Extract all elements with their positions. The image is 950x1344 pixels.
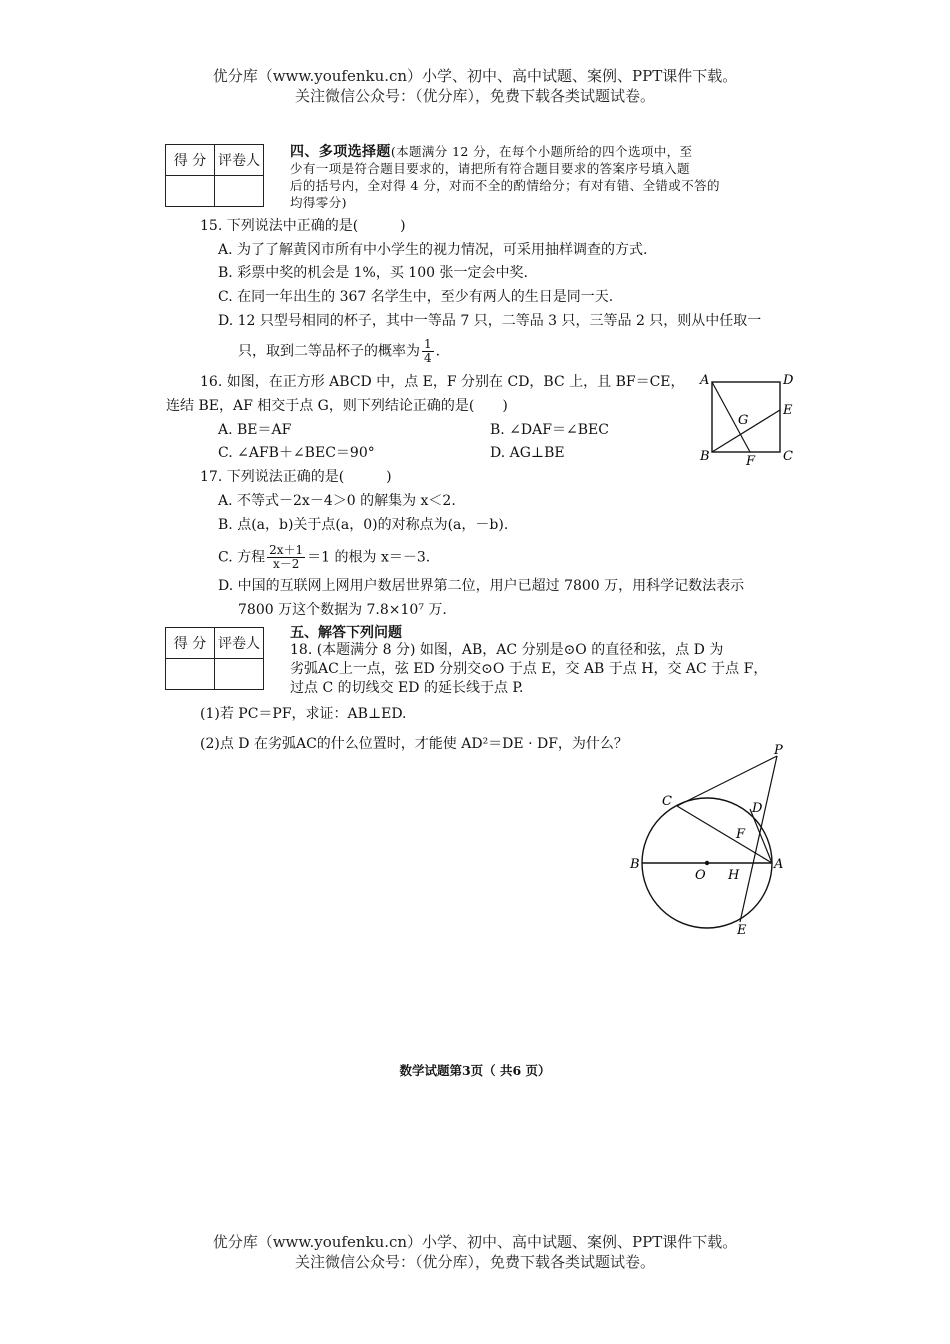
q16-stem-line2: 连结 BE，AF 相交于点 G，则下列结论正确的是( )	[166, 398, 508, 414]
q15-option-c: C. 在同一年出生的 367 名学生中，至少有两人的生日是同一天.	[218, 289, 614, 305]
label-c: C	[662, 794, 672, 809]
label-b: B	[630, 857, 640, 872]
q17-c-post: ＝1 的根为 x＝－3.	[307, 549, 431, 566]
section4-note-1: (本题满分 12 分，在每个小题所给的四个选项中，至	[390, 144, 693, 159]
q16-option-b: B. ∠DAF＝∠BEC	[490, 422, 609, 438]
label-b: B	[700, 449, 710, 464]
grader-label: 评卷人	[215, 628, 264, 659]
q15-stem: 15. 下列说法中正确的是( )	[200, 218, 406, 234]
score-box-section4	[165, 144, 264, 207]
label-d: D	[783, 373, 794, 388]
label-e: E	[783, 403, 793, 418]
page-number: 数学试题第3页（ 共6 页）	[399, 1063, 551, 1078]
label-f: F	[736, 827, 746, 842]
q17-c-pre: C. 方程	[218, 549, 266, 566]
section4-title: 四、多项选择题	[290, 144, 391, 160]
label-o: O	[695, 868, 706, 883]
segment-pe	[740, 756, 777, 922]
q17-option-d-line1: D. 中国的互联网上网用户数居世界第二位，用户已超过 7800 万，用科学记数法表示	[218, 578, 745, 594]
q15-d2-end: .	[435, 343, 441, 360]
label-d: D	[752, 801, 763, 816]
footer-line-2: 关注微信公众号：（优分库），免费下载各类试题试卷。	[294, 1253, 655, 1271]
q16-option-c: C. ∠AFB＋∠BEC＝90°	[218, 445, 375, 461]
q17-frac-den: x－2	[272, 557, 300, 571]
header-line-1: 优分库（www.youfenku.cn）小学、初中、高中试题、案例、PPT课件下载。	[212, 67, 738, 85]
q16-option-d: D. AG⊥BE	[490, 445, 565, 461]
q15-d2-text: 只，取到二等品杯子的概率为	[238, 343, 420, 360]
q15-frac-den: 4	[424, 351, 432, 365]
q15-option-b: B. 彩票中奖的机会是 1%，买 100 张一定会中奖.	[218, 265, 528, 281]
q17-option-b: B. 点(a，b)关于点(a，0)的对称点为(a，－b).	[218, 517, 509, 533]
label-a: A	[700, 373, 710, 388]
q17-option-d-line2: 7800 万这个数据为 7.8×10⁷ 万.	[238, 602, 447, 618]
q17-option-c	[218, 544, 430, 571]
q18-line2: 劣弧AC上一点，弦 ED 分别交⊙O 于点 E，交 AB 于点 H，交 AC 于点 F，	[290, 661, 768, 677]
q18-circle-figure	[620, 742, 795, 942]
section4-header	[290, 144, 692, 160]
q15-option-d-line2	[238, 338, 440, 365]
section4-note-3: 后的括号内，全对得 4 分，对而不全的酌情给分；有对有错、全错或不答的	[290, 178, 720, 193]
footer-line-1: 优分库（www.youfenku.cn）小学、初中、高中试题、案例、PPT课件下载。	[212, 1233, 738, 1251]
section4-note-4: 均得零分)	[290, 195, 347, 210]
label-h: H	[728, 868, 740, 883]
header-line-2: 关注微信公众号：（优分库），免费下载各类试题试卷。	[294, 87, 655, 105]
grader-cell	[215, 176, 264, 207]
score-label: 得 分	[166, 628, 215, 659]
score-box-section5	[165, 627, 264, 690]
grader-label: 评卷人	[215, 145, 264, 176]
q16-stem-line1: 16. 如图，在正方形 ABCD 中，点 E，F 分别在 CD，BC 上，且 BF＝CE，	[200, 374, 685, 390]
label-c: C	[783, 449, 793, 464]
center-point	[705, 861, 709, 865]
label-p: P	[774, 743, 783, 758]
q18-part2: (2)点 D 在劣弧AC的什么位置时，才能使 AD²＝DE · DF，为什么？	[200, 736, 628, 752]
q16-square-figure	[696, 370, 806, 465]
q18-line3: 过点 C 的切线交 ED 的延长线于点 P.	[290, 680, 524, 696]
q17-frac-num: 2x＋1	[269, 543, 304, 557]
label-a: A	[774, 857, 784, 872]
grader-cell	[215, 659, 264, 690]
segment-ad	[750, 809, 772, 863]
q15-option-a: A. 为了了解黄冈市所有中小学生的视力情况，可采用抽样调查的方式.	[218, 242, 648, 258]
q16-option-a: A. BE＝AF	[218, 422, 292, 438]
label-e: E	[737, 923, 747, 938]
q18-part1: (1)若 PC＝PF，求证：AB⊥ED.	[200, 706, 407, 722]
q18-line1: 18. (本题满分 8 分) 如图，AB，AC 分别是⊙O 的直径和弦，点 D 为	[290, 642, 724, 658]
label-f: F	[746, 454, 756, 465]
section4-note-2: 少有一项是符合题目要求的，请把所有符合题目要求的答案序号填入题	[290, 161, 690, 176]
score-cell	[166, 176, 215, 207]
q15-frac-num: 1	[424, 337, 432, 351]
score-cell	[166, 659, 215, 690]
label-g: G	[738, 413, 749, 428]
q15-fraction	[422, 338, 434, 365]
q17-fraction	[267, 544, 305, 571]
score-label: 得 分	[166, 145, 215, 176]
q15-option-d-line1: D. 12 只型号相同的杯子，其中一等品 7 只，二等品 3 只，三等品 2 只，则从中任取一	[218, 313, 762, 329]
tangent-pc	[677, 756, 777, 806]
q17-stem: 17. 下列说法正确的是( )	[200, 469, 392, 485]
q17-option-a: A. 不等式－2x－4＞0 的解集为 x＜2.	[218, 493, 456, 509]
section5-title: 五、解答下列问题	[290, 625, 402, 641]
